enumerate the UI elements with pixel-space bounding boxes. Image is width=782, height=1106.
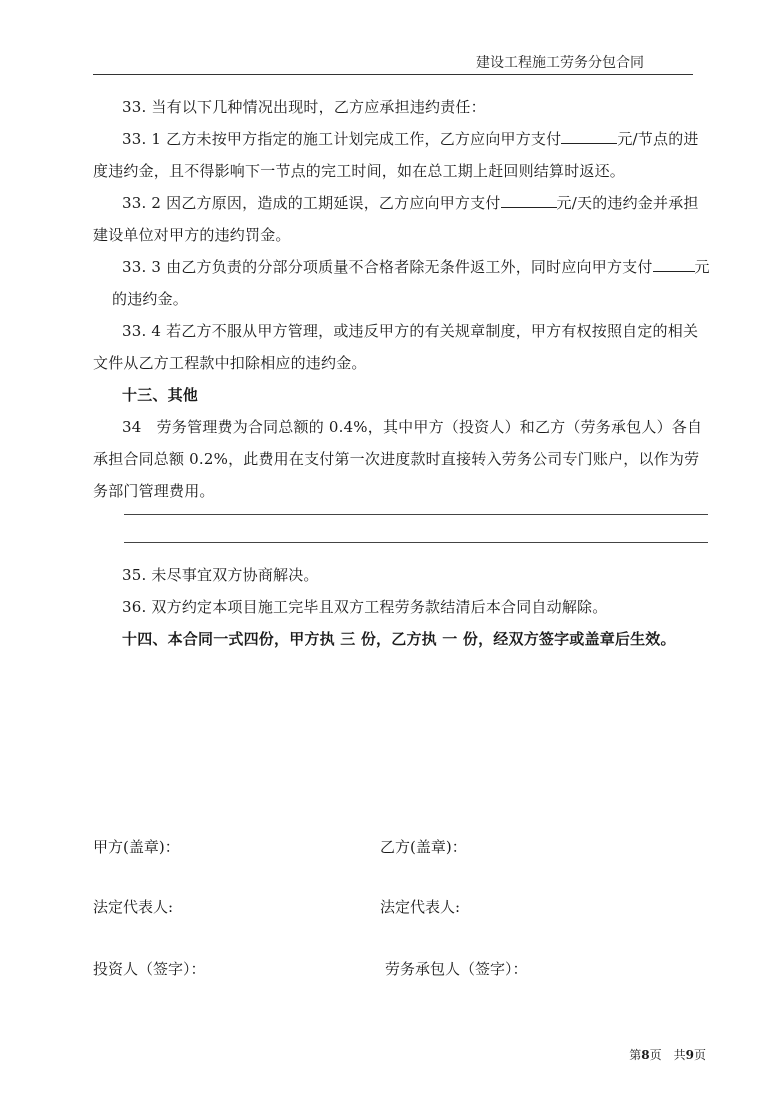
clause-34-line-1: 34 劳务管理费为合同总额的 0.4%，其中甲方（投资人）和乙方（劳务承包人）各自 xyxy=(122,418,703,436)
clause-33: 33. 当有以下几种情况出现时，乙方应承担违约责任： xyxy=(122,98,486,116)
fill-blank xyxy=(653,257,695,272)
header-rule xyxy=(93,74,693,75)
party-a-seal-label: 甲方(盖章)： xyxy=(93,838,180,856)
fill-blank xyxy=(561,129,617,144)
party-b-seal-label: 乙方(盖章)： xyxy=(380,838,467,856)
clause-33-1-line-2: 度违约金，且不得影响下一节点的完工时间，如在总工期上赶回则结算时返还。 xyxy=(93,162,626,180)
page-total: 9 xyxy=(685,1048,694,1062)
clause-33-1-text-b: 元/节点的进 xyxy=(617,130,699,148)
clause-33-1-text-a: 33. 1 乙方未按甲方指定的施工计划完成工作，乙方应向甲方支付 xyxy=(122,130,562,148)
page-mid: 页 共 xyxy=(649,1048,686,1062)
clause-36: 36. 双方约定本项目施工完毕且双方工程劳务款结清后本合同自动解除。 xyxy=(122,598,608,616)
section-13-heading: 十三、其他 xyxy=(122,386,199,404)
clause-33-3-text-b: 元 xyxy=(694,258,710,276)
page-current: 8 xyxy=(641,1048,650,1062)
clause-35: 35. 未尽事宜双方协商解决。 xyxy=(122,566,319,584)
party-b-rep-label: 法定代表人: xyxy=(380,898,461,916)
party-a-rep-label: 法定代表人: xyxy=(93,898,174,916)
clause-34-line-3: 务部门管理费用。 xyxy=(93,482,215,500)
clause-33-2-text-a: 33. 2 因乙方原因，造成的工期延误，乙方应向甲方支付 xyxy=(122,194,501,212)
blank-write-line xyxy=(124,542,708,543)
investor-signature-label: 投资人（签字）： xyxy=(93,960,206,978)
clause-33-2-line-1 xyxy=(122,192,742,213)
document-header-title: 建设工程施工劳务分包合同 xyxy=(476,55,644,71)
clause-33-3-line-2: 的违约金。 xyxy=(112,290,189,308)
fill-blank xyxy=(501,193,557,208)
contractor-signature-label: 劳务承包人（签字）： xyxy=(385,960,528,978)
clause-33-4-line-1: 33. 4 若乙方不服从甲方管理，或违反甲方的有关规章制度，甲方有权按照自定的相关 xyxy=(122,322,699,340)
clause-33-3-text-a: 33. 3 由乙方负责的分部分项质量不合格者除无条件返工外，同时应向甲方支付 xyxy=(122,258,653,276)
clause-33-3-line-1 xyxy=(122,256,742,277)
clause-33-2-line-2: 建设单位对甲方的违约罚金。 xyxy=(93,226,291,244)
section-14-heading: 十四、本合同一式四份，甲方执 三 份，乙方执 一 份，经双方签字或盖章后生效。 xyxy=(122,630,676,648)
clause-33-4-line-2: 文件从乙方工程款中扣除相应的违约金。 xyxy=(93,354,367,372)
page-number xyxy=(629,1046,706,1063)
clause-34-line-2: 承担合同总额 0.2%，此费用在支付第一次进度款时直接转入劳务公司专门账户，以作为劳 xyxy=(93,450,700,468)
page-prefix: 第 xyxy=(629,1048,642,1062)
blank-write-line xyxy=(124,514,708,515)
page-suffix: 页 xyxy=(693,1048,706,1062)
clause-33-2-text-b: 元/天的违约金并承担 xyxy=(556,194,699,212)
clause-33-1-line-1 xyxy=(122,128,742,149)
